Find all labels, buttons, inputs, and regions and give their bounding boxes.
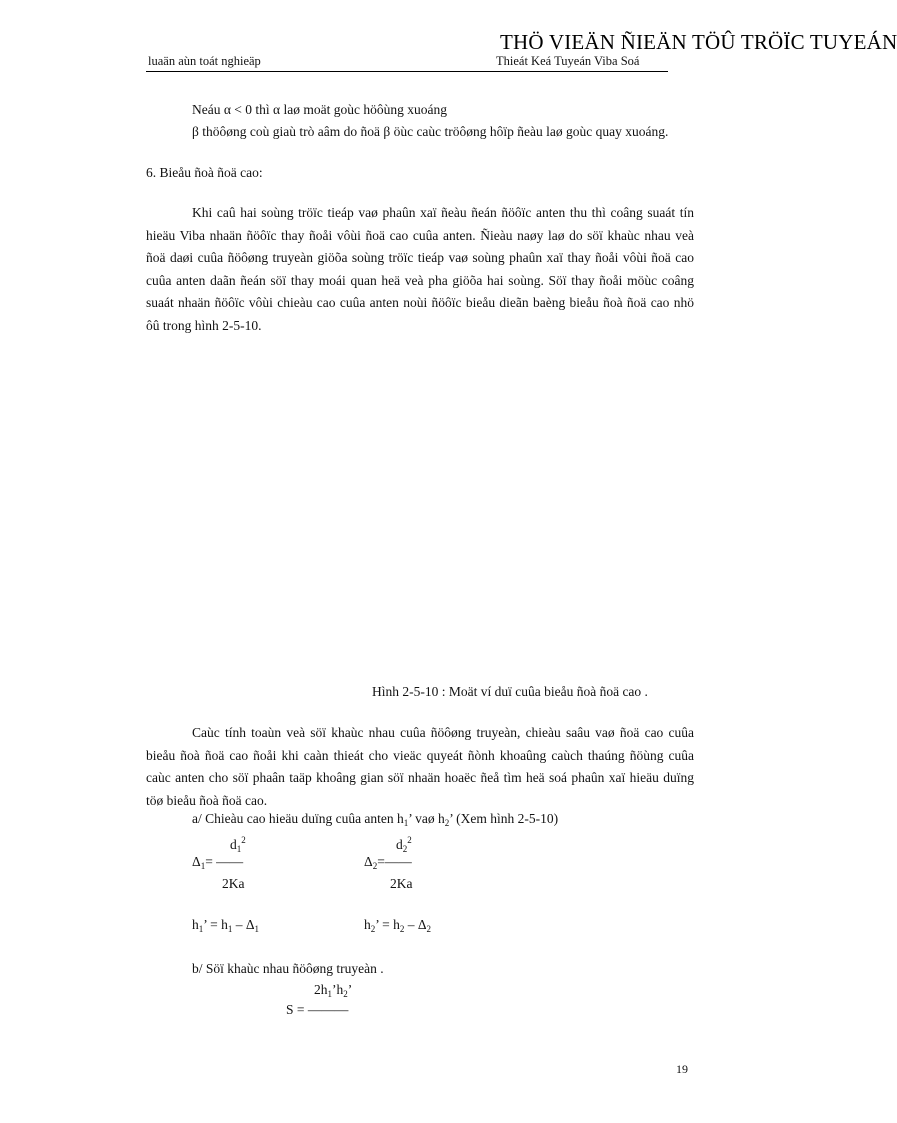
header-right-title: Thieát Keá Tuyeán Viba Soá bbox=[496, 54, 640, 68]
section-paragraph bbox=[146, 202, 694, 337]
item-b: b/ Söï khaùc nhau ñöôøng truyeàn . bbox=[192, 961, 384, 976]
s-equation: S = ——— bbox=[286, 1002, 349, 1017]
delta1-equation: $\Delta_1=$ —— bbox=[192, 854, 244, 871]
item-a: a/ Chieàu cao hieäu duïng cuûa anten $h_1$’ vaø $h_2$’ (Xem hình 2-5-10) bbox=[192, 811, 559, 828]
header-left-title: luaän aùn toát nghieäp bbox=[148, 54, 261, 68]
h1-equation: $h_1$’ = $h_1 - \Delta_1$ bbox=[192, 917, 260, 934]
s-numerator: $2h_1’h_2$’ bbox=[314, 982, 353, 999]
calc-paragraph-text: Caùc tính toaùn veà söï khaùc nhau cuûa ñöôøng truyeàn, chieàu saâu vaø ñoä cao cuûa bieåu ñoà ñoä cao ñoåi khi caàn thieát cho vieäc quyeát ñònh khoaûng caùch thaúng ñöùng cuûa caùc anten cho söï phaân taäp khoâng gian söï nhaän hoaëc ñeå tìm heä soá phaûn xaï hieäu duïng töø bieåu ñoà ñoä cao. bbox=[146, 725, 694, 808]
section-paragraph-text: Khi caû hai soùng tröïc tieáp vaø phaûn xaï ñeàu ñeán ñöôïc anten thu thì coâng suaát tín hieäu Viba nhaän ñöôïc thay ñoåi vôùi ñoä cao cuûa anten. Ñieàu naøy laø do söï khaùc nhau veà ñoä daøi cuûa ñöôøng truyeàn giöõa soùng tröïc tieáp vaø soùng phaûn xaï thay ñoåi vôùi ñoä cao cuûa anten daãn ñeán söï thay moái quan heä veà pha giöõa hai soùng. Söï thay ñoåi möùc coâng suaát nhaän ñöôïc vôùi chieàu cao cuûa anten noùi ñöôïc bieåu dieãn baèng bieåu ñoà ñoä cao nhö ôû trong hình 2-5-10. bbox=[146, 205, 694, 333]
calc-paragraph bbox=[146, 722, 694, 812]
library-watermark: THÖ VIEÄN ÑIEÄN TÖÛ TRÖÏC TUYEÁN bbox=[500, 30, 897, 54]
delta1-denominator: 2Ka bbox=[222, 876, 245, 891]
delta2-numerator: $d_2^2$ bbox=[396, 835, 412, 854]
delta2-denominator: 2Ka bbox=[390, 876, 413, 891]
delta2-equation: $\Delta_2=——$ bbox=[364, 854, 412, 871]
figure-caption: Hình 2-5-10 : Moät ví duï cuûa bieåu ñoà ñoä cao . bbox=[372, 684, 648, 699]
figure-area bbox=[146, 340, 694, 670]
header-rule bbox=[146, 71, 668, 72]
section-heading: 6. Bieåu ñoà ñoä cao: bbox=[146, 165, 263, 180]
beta-note: β thöôøng coù giaù trò aâm do ñoä β öùc caùc tröôøng hôïp ñeàu laø goùc quay xuoáng. bbox=[192, 124, 669, 139]
page-number: 19 bbox=[676, 1062, 688, 1076]
h2-equation: $h_2$’ = $h_2 - \Delta_2$ bbox=[364, 917, 432, 934]
alpha-note: Neáu α < 0 thì α laø moät goùc höôùng xuoáng bbox=[192, 102, 447, 117]
delta1-numerator: $d_1^2$ bbox=[230, 835, 246, 854]
